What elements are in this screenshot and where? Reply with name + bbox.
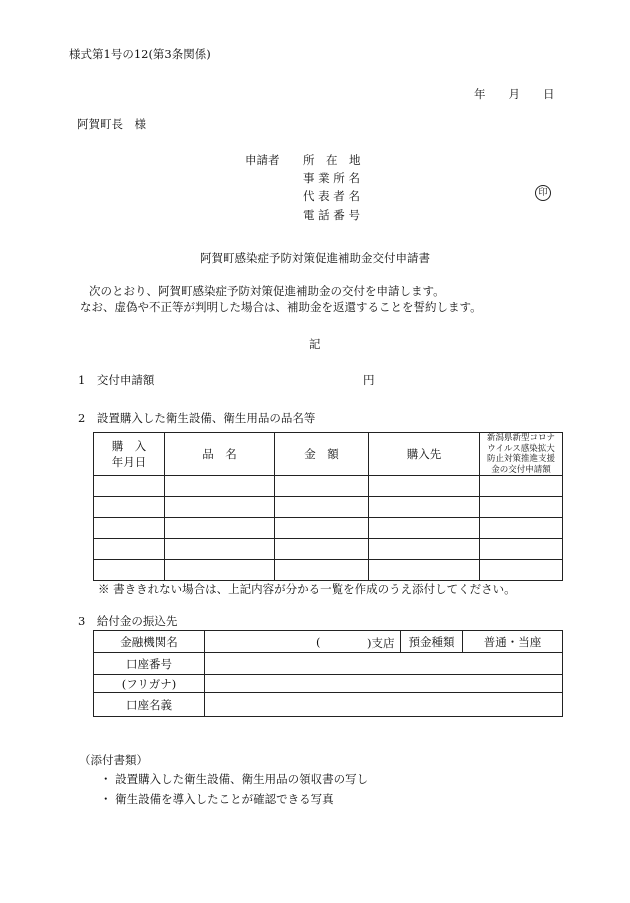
section-2-title: 2 設置購入した衛生設備、衛生用品の品名等 bbox=[78, 411, 316, 425]
amount-cell[interactable] bbox=[275, 476, 369, 497]
purchase-table bbox=[93, 432, 563, 581]
niigata-line-2: ウイルス感染拡大 bbox=[487, 443, 555, 454]
field-office-name-label: 事 業 所 名 bbox=[303, 171, 360, 185]
bank-row-account-number bbox=[94, 653, 563, 675]
niigata-line-1: 新潟県新型コロナ bbox=[486, 433, 555, 443]
item-name-cell[interactable] bbox=[165, 518, 275, 539]
furigana-label: (フリガナ) bbox=[94, 675, 205, 693]
table-row bbox=[94, 539, 563, 560]
item-name-cell[interactable] bbox=[165, 476, 275, 497]
vendor-cell[interactable] bbox=[369, 560, 480, 581]
purchase-date-cell[interactable] bbox=[94, 539, 165, 560]
account-name-label: 口座名義 bbox=[94, 693, 205, 717]
header-purchase-date bbox=[94, 433, 165, 476]
niigata-amount-cell[interactable] bbox=[480, 539, 563, 560]
field-representative-label: 代 表 者 名 bbox=[303, 189, 360, 203]
account-number-label: 口座番号 bbox=[94, 653, 205, 675]
purchase-date-cell[interactable] bbox=[94, 497, 165, 518]
header-purchase-date-line1: 購 入 bbox=[111, 439, 147, 453]
amount-cell[interactable] bbox=[275, 539, 369, 560]
branch-open-paren: ( bbox=[316, 635, 321, 649]
section-1-unit: 円 bbox=[363, 373, 375, 387]
header-vendor: 購入先 bbox=[369, 433, 480, 476]
header-item-name: 品 名 bbox=[165, 433, 275, 476]
purchase-table-header bbox=[94, 433, 563, 476]
item-name-cell[interactable] bbox=[165, 497, 275, 518]
furigana-cell[interactable] bbox=[205, 675, 563, 693]
table-row bbox=[94, 560, 563, 581]
header-niigata-subsidy bbox=[480, 433, 563, 476]
bank-row-furigana bbox=[94, 675, 563, 693]
section-1-title: 1 交付申請額 bbox=[78, 373, 155, 387]
purchase-date-cell[interactable] bbox=[94, 560, 165, 581]
table-row bbox=[94, 518, 563, 539]
table-note: ※ 書ききれない場合は、上記内容が分かる一覧を作成のうえ添付してください。 bbox=[98, 582, 516, 596]
bank-row-institution bbox=[94, 631, 563, 653]
header-purchase-date-line2: 年月日 bbox=[111, 455, 147, 469]
item-name-cell[interactable] bbox=[165, 560, 275, 581]
attachment-item-1: ・ 設置購入した衛生設備、衛生用品の領収書の写し bbox=[100, 772, 369, 786]
section-3-title: 3 給付金の振込先 bbox=[78, 614, 178, 628]
field-address-label: 所 在 地 bbox=[303, 153, 361, 167]
amount-cell[interactable] bbox=[275, 560, 369, 581]
vendor-cell[interactable] bbox=[369, 518, 480, 539]
seal-mark: 印 bbox=[535, 185, 551, 201]
table-row bbox=[94, 497, 563, 518]
account-name-cell[interactable] bbox=[205, 693, 563, 717]
field-phone-label: 電 話 番 号 bbox=[303, 208, 360, 222]
form-number: 様式第1号の12(第3条関係) bbox=[69, 47, 211, 61]
niigata-line-4: 金の交付申請額 bbox=[491, 464, 551, 475]
bank-table bbox=[93, 630, 563, 717]
document-title: 阿賀町感染症予防対策促進補助金交付申請書 bbox=[200, 251, 430, 265]
intro-line-1: 次のとおり、阿賀町感染症予防対策促進補助金の交付を申請します。 bbox=[89, 284, 445, 298]
amount-cell[interactable] bbox=[275, 518, 369, 539]
niigata-amount-cell[interactable] bbox=[480, 497, 563, 518]
bank-row-account-name bbox=[94, 693, 563, 717]
date-line: 年 月 日 bbox=[474, 87, 555, 101]
ki-mark: 記 bbox=[309, 337, 321, 351]
deposit-type-label: 預金種類 bbox=[401, 631, 463, 653]
attachment-item-2: ・ 衛生設備を導入したことが確認できる写真 bbox=[100, 792, 334, 806]
bank-name-label: 金融機関名 bbox=[94, 631, 205, 653]
header-amount: 金 額 bbox=[275, 433, 369, 476]
purchase-date-cell[interactable] bbox=[94, 518, 165, 539]
niigata-amount-cell[interactable] bbox=[480, 518, 563, 539]
vendor-cell[interactable] bbox=[369, 476, 480, 497]
niigata-line-3: 防止対策推進支援 bbox=[486, 454, 555, 464]
attachments-title: （添付書類） bbox=[79, 753, 148, 767]
vendor-cell[interactable] bbox=[369, 497, 480, 518]
intro-line-2: なお、虚偽や不正等が判明した場合は、補助金を返還することを誓約します。 bbox=[80, 300, 482, 314]
niigata-amount-cell[interactable] bbox=[480, 476, 563, 497]
applicant-label: 申請者 bbox=[245, 153, 280, 167]
deposit-type-value[interactable]: 普通・当座 bbox=[463, 631, 563, 653]
purchase-date-cell[interactable] bbox=[94, 476, 165, 497]
table-row bbox=[94, 476, 563, 497]
niigata-amount-cell[interactable] bbox=[480, 560, 563, 581]
branch-label: )支店 bbox=[367, 636, 395, 650]
vendor-cell[interactable] bbox=[369, 539, 480, 560]
amount-cell[interactable] bbox=[275, 497, 369, 518]
account-number-cell[interactable] bbox=[205, 653, 563, 675]
bank-name-cell[interactable] bbox=[205, 631, 401, 653]
item-name-cell[interactable] bbox=[165, 539, 275, 560]
addressee: 阿賀町長 様 bbox=[77, 117, 146, 131]
